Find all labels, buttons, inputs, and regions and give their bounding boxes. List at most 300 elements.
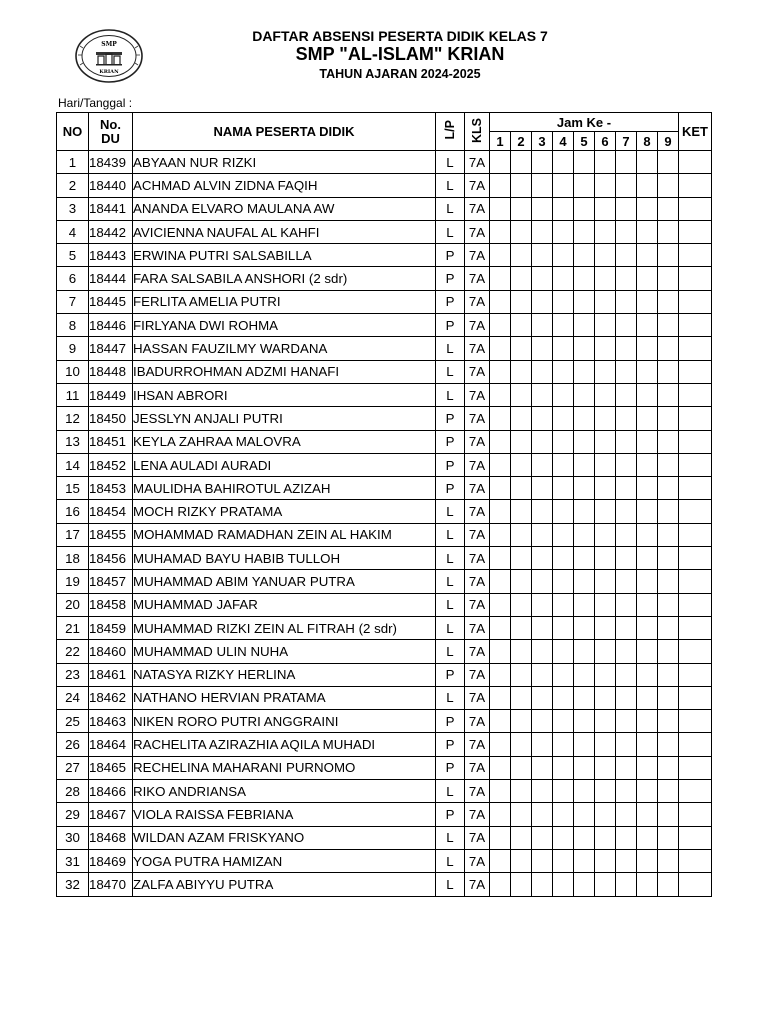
cell-jam-2[interactable]: [511, 174, 532, 197]
cell-ket[interactable]: [679, 337, 712, 360]
cell-jam-8[interactable]: [637, 407, 658, 430]
cell-jam-3[interactable]: [532, 430, 553, 453]
cell-jam-9[interactable]: [658, 314, 679, 337]
cell-jam-9[interactable]: [658, 616, 679, 639]
cell-jam-9[interactable]: [658, 849, 679, 872]
cell-jam-2[interactable]: [511, 570, 532, 593]
cell-jam-2[interactable]: [511, 244, 532, 267]
cell-jam-1[interactable]: [490, 803, 511, 826]
cell-jam-2[interactable]: [511, 803, 532, 826]
cell-jam-5[interactable]: [574, 733, 595, 756]
cell-jam-4[interactable]: [553, 220, 574, 243]
cell-jam-7[interactable]: [616, 407, 637, 430]
cell-jam-1[interactable]: [490, 290, 511, 313]
cell-jam-7[interactable]: [616, 267, 637, 290]
cell-jam-1[interactable]: [490, 151, 511, 174]
cell-jam-3[interactable]: [532, 453, 553, 476]
cell-ket[interactable]: [679, 430, 712, 453]
cell-jam-1[interactable]: [490, 780, 511, 803]
cell-ket[interactable]: [679, 197, 712, 220]
cell-jam-8[interactable]: [637, 640, 658, 663]
cell-jam-6[interactable]: [595, 547, 616, 570]
cell-jam-3[interactable]: [532, 733, 553, 756]
cell-jam-2[interactable]: [511, 267, 532, 290]
cell-jam-6[interactable]: [595, 663, 616, 686]
cell-jam-8[interactable]: [637, 220, 658, 243]
cell-jam-4[interactable]: [553, 686, 574, 709]
cell-jam-8[interactable]: [637, 570, 658, 593]
cell-jam-4[interactable]: [553, 197, 574, 220]
cell-ket[interactable]: [679, 849, 712, 872]
cell-jam-8[interactable]: [637, 849, 658, 872]
cell-jam-4[interactable]: [553, 453, 574, 476]
cell-ket[interactable]: [679, 593, 712, 616]
cell-jam-5[interactable]: [574, 197, 595, 220]
cell-jam-2[interactable]: [511, 780, 532, 803]
cell-jam-4[interactable]: [553, 151, 574, 174]
cell-jam-7[interactable]: [616, 453, 637, 476]
cell-jam-7[interactable]: [616, 826, 637, 849]
cell-jam-2[interactable]: [511, 500, 532, 523]
cell-jam-5[interactable]: [574, 756, 595, 779]
cell-jam-3[interactable]: [532, 174, 553, 197]
cell-jam-9[interactable]: [658, 593, 679, 616]
cell-jam-3[interactable]: [532, 523, 553, 546]
cell-jam-5[interactable]: [574, 151, 595, 174]
cell-jam-1[interactable]: [490, 873, 511, 896]
cell-jam-7[interactable]: [616, 314, 637, 337]
cell-jam-4[interactable]: [553, 570, 574, 593]
cell-jam-2[interactable]: [511, 686, 532, 709]
cell-jam-9[interactable]: [658, 477, 679, 500]
cell-jam-3[interactable]: [532, 197, 553, 220]
cell-jam-9[interactable]: [658, 453, 679, 476]
cell-jam-2[interactable]: [511, 290, 532, 313]
cell-jam-3[interactable]: [532, 337, 553, 360]
cell-jam-2[interactable]: [511, 430, 532, 453]
cell-jam-1[interactable]: [490, 523, 511, 546]
cell-jam-1[interactable]: [490, 453, 511, 476]
cell-ket[interactable]: [679, 803, 712, 826]
cell-jam-1[interactable]: [490, 640, 511, 663]
cell-jam-3[interactable]: [532, 220, 553, 243]
cell-jam-1[interactable]: [490, 360, 511, 383]
cell-jam-9[interactable]: [658, 570, 679, 593]
cell-jam-5[interactable]: [574, 873, 595, 896]
cell-jam-8[interactable]: [637, 290, 658, 313]
cell-jam-8[interactable]: [637, 523, 658, 546]
cell-jam-5[interactable]: [574, 570, 595, 593]
cell-jam-8[interactable]: [637, 593, 658, 616]
cell-jam-7[interactable]: [616, 663, 637, 686]
cell-jam-5[interactable]: [574, 686, 595, 709]
cell-jam-8[interactable]: [637, 360, 658, 383]
cell-jam-1[interactable]: [490, 430, 511, 453]
cell-jam-2[interactable]: [511, 849, 532, 872]
cell-jam-2[interactable]: [511, 314, 532, 337]
cell-jam-6[interactable]: [595, 151, 616, 174]
cell-jam-4[interactable]: [553, 710, 574, 733]
cell-jam-1[interactable]: [490, 570, 511, 593]
cell-jam-3[interactable]: [532, 780, 553, 803]
cell-ket[interactable]: [679, 477, 712, 500]
cell-jam-3[interactable]: [532, 500, 553, 523]
cell-jam-6[interactable]: [595, 477, 616, 500]
cell-jam-1[interactable]: [490, 383, 511, 406]
cell-ket[interactable]: [679, 290, 712, 313]
cell-jam-6[interactable]: [595, 686, 616, 709]
cell-jam-6[interactable]: [595, 710, 616, 733]
cell-jam-7[interactable]: [616, 290, 637, 313]
cell-ket[interactable]: [679, 663, 712, 686]
cell-jam-9[interactable]: [658, 547, 679, 570]
cell-jam-4[interactable]: [553, 616, 574, 639]
cell-jam-5[interactable]: [574, 407, 595, 430]
cell-jam-5[interactable]: [574, 663, 595, 686]
cell-jam-4[interactable]: [553, 873, 574, 896]
cell-jam-7[interactable]: [616, 477, 637, 500]
cell-jam-6[interactable]: [595, 244, 616, 267]
cell-jam-2[interactable]: [511, 383, 532, 406]
cell-jam-1[interactable]: [490, 477, 511, 500]
cell-jam-2[interactable]: [511, 453, 532, 476]
cell-jam-5[interactable]: [574, 780, 595, 803]
cell-jam-9[interactable]: [658, 407, 679, 430]
cell-jam-5[interactable]: [574, 383, 595, 406]
cell-jam-5[interactable]: [574, 360, 595, 383]
cell-ket[interactable]: [679, 523, 712, 546]
cell-jam-4[interactable]: [553, 267, 574, 290]
cell-jam-1[interactable]: [490, 267, 511, 290]
cell-jam-9[interactable]: [658, 803, 679, 826]
cell-jam-1[interactable]: [490, 197, 511, 220]
cell-jam-6[interactable]: [595, 803, 616, 826]
cell-jam-7[interactable]: [616, 430, 637, 453]
cell-jam-5[interactable]: [574, 244, 595, 267]
cell-ket[interactable]: [679, 780, 712, 803]
cell-ket[interactable]: [679, 710, 712, 733]
cell-jam-2[interactable]: [511, 477, 532, 500]
cell-jam-8[interactable]: [637, 686, 658, 709]
cell-ket[interactable]: [679, 500, 712, 523]
cell-jam-9[interactable]: [658, 360, 679, 383]
cell-jam-8[interactable]: [637, 267, 658, 290]
cell-jam-7[interactable]: [616, 780, 637, 803]
cell-jam-7[interactable]: [616, 244, 637, 267]
cell-jam-7[interactable]: [616, 337, 637, 360]
cell-jam-5[interactable]: [574, 290, 595, 313]
cell-ket[interactable]: [679, 383, 712, 406]
cell-ket[interactable]: [679, 733, 712, 756]
cell-jam-1[interactable]: [490, 314, 511, 337]
cell-jam-6[interactable]: [595, 826, 616, 849]
cell-jam-7[interactable]: [616, 151, 637, 174]
cell-jam-8[interactable]: [637, 733, 658, 756]
cell-jam-4[interactable]: [553, 663, 574, 686]
cell-jam-4[interactable]: [553, 547, 574, 570]
cell-jam-4[interactable]: [553, 430, 574, 453]
cell-jam-7[interactable]: [616, 710, 637, 733]
cell-jam-2[interactable]: [511, 593, 532, 616]
cell-jam-5[interactable]: [574, 593, 595, 616]
cell-jam-3[interactable]: [532, 383, 553, 406]
cell-jam-1[interactable]: [490, 616, 511, 639]
cell-jam-1[interactable]: [490, 686, 511, 709]
cell-jam-7[interactable]: [616, 873, 637, 896]
cell-jam-8[interactable]: [637, 244, 658, 267]
cell-ket[interactable]: [679, 686, 712, 709]
cell-jam-8[interactable]: [637, 616, 658, 639]
cell-jam-4[interactable]: [553, 733, 574, 756]
cell-jam-8[interactable]: [637, 197, 658, 220]
cell-jam-3[interactable]: [532, 593, 553, 616]
cell-jam-4[interactable]: [553, 780, 574, 803]
cell-jam-3[interactable]: [532, 547, 553, 570]
cell-jam-7[interactable]: [616, 803, 637, 826]
cell-jam-4[interactable]: [553, 756, 574, 779]
cell-jam-2[interactable]: [511, 663, 532, 686]
cell-ket[interactable]: [679, 826, 712, 849]
cell-jam-8[interactable]: [637, 547, 658, 570]
cell-ket[interactable]: [679, 453, 712, 476]
cell-jam-5[interactable]: [574, 849, 595, 872]
cell-jam-9[interactable]: [658, 197, 679, 220]
cell-jam-9[interactable]: [658, 383, 679, 406]
cell-jam-8[interactable]: [637, 756, 658, 779]
cell-jam-1[interactable]: [490, 663, 511, 686]
cell-jam-2[interactable]: [511, 523, 532, 546]
cell-jam-7[interactable]: [616, 733, 637, 756]
cell-jam-5[interactable]: [574, 640, 595, 663]
cell-jam-8[interactable]: [637, 873, 658, 896]
cell-jam-1[interactable]: [490, 174, 511, 197]
cell-jam-6[interactable]: [595, 174, 616, 197]
cell-jam-3[interactable]: [532, 477, 553, 500]
cell-jam-5[interactable]: [574, 267, 595, 290]
cell-jam-6[interactable]: [595, 383, 616, 406]
cell-jam-3[interactable]: [532, 826, 553, 849]
cell-jam-5[interactable]: [574, 523, 595, 546]
cell-jam-4[interactable]: [553, 174, 574, 197]
cell-jam-4[interactable]: [553, 593, 574, 616]
cell-jam-8[interactable]: [637, 780, 658, 803]
cell-jam-2[interactable]: [511, 197, 532, 220]
cell-jam-6[interactable]: [595, 500, 616, 523]
cell-jam-6[interactable]: [595, 640, 616, 663]
cell-jam-6[interactable]: [595, 873, 616, 896]
cell-jam-2[interactable]: [511, 151, 532, 174]
cell-ket[interactable]: [679, 616, 712, 639]
cell-jam-1[interactable]: [490, 337, 511, 360]
cell-jam-7[interactable]: [616, 640, 637, 663]
cell-ket[interactable]: [679, 756, 712, 779]
cell-jam-9[interactable]: [658, 780, 679, 803]
cell-jam-4[interactable]: [553, 500, 574, 523]
cell-jam-5[interactable]: [574, 500, 595, 523]
cell-jam-4[interactable]: [553, 244, 574, 267]
cell-jam-2[interactable]: [511, 733, 532, 756]
cell-jam-4[interactable]: [553, 290, 574, 313]
cell-jam-5[interactable]: [574, 826, 595, 849]
cell-jam-8[interactable]: [637, 430, 658, 453]
cell-jam-1[interactable]: [490, 220, 511, 243]
cell-jam-7[interactable]: [616, 686, 637, 709]
cell-jam-3[interactable]: [532, 407, 553, 430]
cell-jam-5[interactable]: [574, 453, 595, 476]
cell-jam-6[interactable]: [595, 849, 616, 872]
cell-jam-3[interactable]: [532, 570, 553, 593]
cell-jam-7[interactable]: [616, 197, 637, 220]
cell-jam-7[interactable]: [616, 756, 637, 779]
cell-jam-5[interactable]: [574, 220, 595, 243]
cell-jam-1[interactable]: [490, 407, 511, 430]
cell-jam-9[interactable]: [658, 710, 679, 733]
cell-jam-4[interactable]: [553, 826, 574, 849]
cell-jam-6[interactable]: [595, 570, 616, 593]
cell-jam-6[interactable]: [595, 314, 616, 337]
cell-ket[interactable]: [679, 220, 712, 243]
cell-jam-6[interactable]: [595, 756, 616, 779]
cell-jam-9[interactable]: [658, 174, 679, 197]
cell-jam-8[interactable]: [637, 453, 658, 476]
cell-jam-9[interactable]: [658, 500, 679, 523]
cell-ket[interactable]: [679, 244, 712, 267]
cell-jam-9[interactable]: [658, 290, 679, 313]
cell-jam-5[interactable]: [574, 314, 595, 337]
cell-jam-3[interactable]: [532, 616, 553, 639]
cell-jam-6[interactable]: [595, 407, 616, 430]
cell-jam-2[interactable]: [511, 547, 532, 570]
cell-jam-9[interactable]: [658, 337, 679, 360]
cell-jam-2[interactable]: [511, 360, 532, 383]
cell-jam-4[interactable]: [553, 337, 574, 360]
cell-jam-2[interactable]: [511, 756, 532, 779]
cell-jam-7[interactable]: [616, 360, 637, 383]
cell-jam-8[interactable]: [637, 337, 658, 360]
cell-jam-2[interactable]: [511, 407, 532, 430]
cell-jam-9[interactable]: [658, 733, 679, 756]
cell-jam-6[interactable]: [595, 453, 616, 476]
cell-jam-7[interactable]: [616, 593, 637, 616]
cell-jam-3[interactable]: [532, 686, 553, 709]
cell-jam-3[interactable]: [532, 290, 553, 313]
cell-jam-2[interactable]: [511, 710, 532, 733]
cell-jam-5[interactable]: [574, 803, 595, 826]
cell-jam-6[interactable]: [595, 430, 616, 453]
cell-jam-1[interactable]: [490, 756, 511, 779]
cell-jam-4[interactable]: [553, 407, 574, 430]
cell-jam-9[interactable]: [658, 430, 679, 453]
cell-jam-1[interactable]: [490, 244, 511, 267]
cell-jam-7[interactable]: [616, 570, 637, 593]
cell-jam-7[interactable]: [616, 523, 637, 546]
cell-jam-5[interactable]: [574, 477, 595, 500]
cell-ket[interactable]: [679, 570, 712, 593]
cell-jam-7[interactable]: [616, 220, 637, 243]
cell-jam-3[interactable]: [532, 756, 553, 779]
cell-jam-5[interactable]: [574, 337, 595, 360]
cell-jam-4[interactable]: [553, 640, 574, 663]
cell-jam-9[interactable]: [658, 663, 679, 686]
cell-ket[interactable]: [679, 151, 712, 174]
cell-jam-4[interactable]: [553, 477, 574, 500]
cell-jam-3[interactable]: [532, 849, 553, 872]
cell-ket[interactable]: [679, 267, 712, 290]
cell-jam-3[interactable]: [532, 267, 553, 290]
cell-jam-3[interactable]: [532, 360, 553, 383]
cell-jam-9[interactable]: [658, 244, 679, 267]
cell-jam-8[interactable]: [637, 710, 658, 733]
cell-jam-6[interactable]: [595, 197, 616, 220]
cell-jam-7[interactable]: [616, 500, 637, 523]
cell-ket[interactable]: [679, 314, 712, 337]
cell-jam-6[interactable]: [595, 616, 616, 639]
cell-jam-8[interactable]: [637, 826, 658, 849]
cell-jam-1[interactable]: [490, 547, 511, 570]
cell-jam-4[interactable]: [553, 383, 574, 406]
cell-jam-5[interactable]: [574, 430, 595, 453]
cell-jam-8[interactable]: [637, 174, 658, 197]
cell-jam-9[interactable]: [658, 826, 679, 849]
cell-ket[interactable]: [679, 640, 712, 663]
cell-jam-9[interactable]: [658, 873, 679, 896]
cell-jam-6[interactable]: [595, 337, 616, 360]
cell-jam-2[interactable]: [511, 826, 532, 849]
cell-jam-3[interactable]: [532, 244, 553, 267]
cell-jam-8[interactable]: [637, 803, 658, 826]
cell-jam-1[interactable]: [490, 500, 511, 523]
cell-jam-5[interactable]: [574, 710, 595, 733]
cell-jam-9[interactable]: [658, 686, 679, 709]
cell-jam-1[interactable]: [490, 710, 511, 733]
cell-ket[interactable]: [679, 873, 712, 896]
cell-jam-6[interactable]: [595, 593, 616, 616]
cell-ket[interactable]: [679, 547, 712, 570]
cell-jam-6[interactable]: [595, 290, 616, 313]
cell-jam-6[interactable]: [595, 523, 616, 546]
cell-jam-9[interactable]: [658, 756, 679, 779]
cell-jam-3[interactable]: [532, 873, 553, 896]
cell-jam-3[interactable]: [532, 710, 553, 733]
cell-jam-5[interactable]: [574, 616, 595, 639]
cell-jam-3[interactable]: [532, 640, 553, 663]
cell-jam-4[interactable]: [553, 360, 574, 383]
cell-jam-3[interactable]: [532, 314, 553, 337]
cell-jam-7[interactable]: [616, 849, 637, 872]
cell-jam-4[interactable]: [553, 849, 574, 872]
cell-jam-1[interactable]: [490, 733, 511, 756]
cell-jam-1[interactable]: [490, 593, 511, 616]
cell-jam-6[interactable]: [595, 780, 616, 803]
cell-jam-8[interactable]: [637, 314, 658, 337]
cell-jam-6[interactable]: [595, 360, 616, 383]
cell-jam-2[interactable]: [511, 616, 532, 639]
cell-jam-4[interactable]: [553, 523, 574, 546]
cell-jam-3[interactable]: [532, 151, 553, 174]
cell-jam-7[interactable]: [616, 383, 637, 406]
cell-jam-8[interactable]: [637, 477, 658, 500]
cell-jam-2[interactable]: [511, 220, 532, 243]
cell-jam-9[interactable]: [658, 267, 679, 290]
cell-jam-9[interactable]: [658, 151, 679, 174]
cell-jam-7[interactable]: [616, 547, 637, 570]
cell-ket[interactable]: [679, 360, 712, 383]
cell-jam-3[interactable]: [532, 803, 553, 826]
cell-jam-2[interactable]: [511, 640, 532, 663]
cell-ket[interactable]: [679, 174, 712, 197]
cell-jam-2[interactable]: [511, 337, 532, 360]
cell-jam-8[interactable]: [637, 383, 658, 406]
